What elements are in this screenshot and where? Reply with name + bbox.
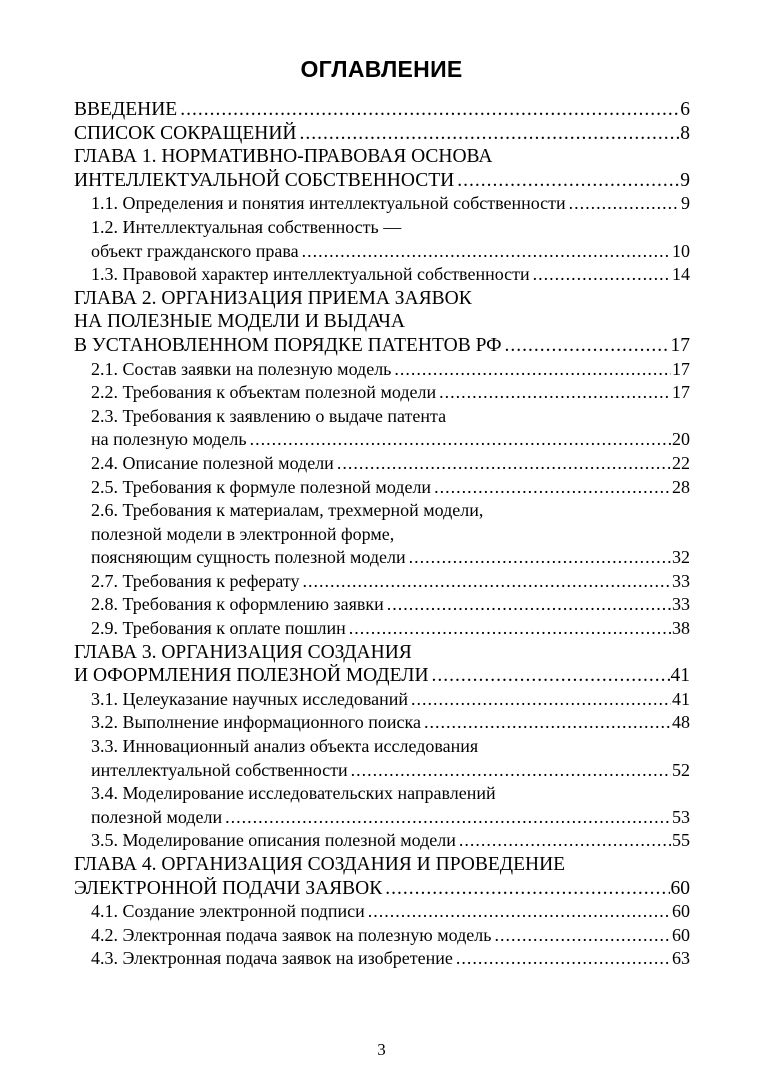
toc-entry-title: объект гражданского права: [91, 240, 299, 261]
toc-leader-dots: [180, 98, 679, 122]
toc-entry-title: полезной модели в электронной форме,: [91, 523, 395, 544]
toc-entry: [74, 98, 690, 122]
toc-entry: [74, 688, 690, 712]
toc-entry-title: 2.1. Состав заявки на полезную модель: [91, 358, 392, 379]
toc-entry-title: 2.8. Требования к оформлению заявки: [91, 594, 384, 615]
page-number: 3: [377, 1040, 386, 1059]
toc-entry-title: ВВЕДЕНИЕ: [74, 99, 178, 120]
toc-entry-title: 2.5. Требования к формуле полезной модели: [91, 476, 432, 497]
toc-entry-title: 3.5. Моделирование описания полезной модели: [91, 830, 456, 851]
toc-entry: [74, 192, 690, 216]
toc-leader-dots: [250, 428, 671, 452]
toc-entry-title: 2.9. Требования к оплате пошлин: [91, 618, 346, 639]
toc-leader-dots: [505, 334, 670, 358]
toc-entry: [74, 499, 690, 570]
toc-entry-title: НА ПОЛЕЗНЫЕ МОДЕЛИ И ВЫДАЧА: [74, 311, 405, 333]
toc-page-ref: 60: [672, 901, 690, 922]
toc-section-line: [74, 735, 690, 759]
toc-leader-dots: [225, 806, 671, 830]
toc-entry-title: 2.7. Требования к реферату: [91, 570, 300, 591]
toc-section-line: [74, 405, 690, 429]
toc-entry-title: 1.2. Интеллектуальная собственность —: [91, 216, 402, 237]
toc-section-line: [74, 499, 690, 523]
toc-entry: [74, 263, 690, 287]
toc-section-line: [74, 546, 690, 570]
toc-chapter-line: [74, 334, 690, 358]
toc-entry: [74, 711, 690, 735]
toc-page-ref: 55: [672, 830, 690, 851]
toc-page-ref: 38: [672, 618, 690, 639]
toc-leader-dots: [302, 240, 671, 264]
toc-leader-dots: [394, 358, 671, 382]
toc-entry-title: на полезную модель: [91, 429, 247, 450]
toc-section-line: [74, 240, 690, 264]
toc-entry: [74, 405, 690, 452]
toc-entry: [74, 381, 690, 405]
toc-page-ref: 17: [670, 334, 690, 356]
toc-section-line: [74, 924, 690, 948]
toc-entry-title: 2.2. Требования к объектам полезной модели: [91, 382, 437, 403]
toc-entry: [74, 570, 690, 594]
toc-page-ref: 60: [670, 877, 690, 899]
toc-leader-dots: [300, 122, 680, 146]
toc-entry-title: 4.2. Электронная подача заявок на полезную модель: [91, 924, 492, 945]
toc-page-ref: 22: [672, 452, 690, 473]
toc-entry: [74, 358, 690, 382]
toc-chapter-line: [74, 145, 690, 169]
toc-entry: [74, 476, 690, 500]
toc-entry-title: 4.3. Электронная подача заявок на изобретение: [91, 948, 453, 969]
toc-page-ref: 41: [672, 688, 690, 709]
toc-page-ref: 17: [672, 382, 690, 403]
toc-entry: [74, 287, 690, 358]
toc-entry-title: поясняющим сущность полезной модели: [91, 547, 406, 568]
toc-section-line: [74, 452, 690, 476]
toc-entry-title: 3.2. Выполнение информационного поиска: [91, 712, 421, 733]
toc-leader-dots: [569, 192, 680, 216]
toc-leader-dots: [457, 169, 679, 193]
toc-entry-title: 4.1. Создание электронной подписи: [91, 901, 365, 922]
toc-page-ref: 52: [672, 759, 690, 780]
toc-entry: [74, 122, 690, 146]
toc-section-line: [74, 358, 690, 382]
toc-entry: [74, 924, 690, 948]
page-title: ОГЛАВЛЕНИЕ: [300, 56, 463, 82]
toc-chapter-line: [74, 169, 690, 193]
toc-entry-title: ГЛАВА 2. ОРГАНИЗАЦИЯ ПРИЕМА ЗАЯВОК: [74, 287, 472, 309]
toc-entry: [74, 900, 690, 924]
toc-page-ref: 17: [672, 358, 690, 379]
toc-leader-dots: [385, 877, 669, 901]
toc-entry-title: 2.4. Описание полезной модели: [91, 452, 334, 473]
toc-page-ref: 6: [680, 99, 690, 120]
toc-page-ref: 33: [672, 594, 690, 615]
toc-entry-title: 3.1. Целеуказание научных исследований: [91, 688, 408, 709]
toc-leader-dots: [459, 829, 671, 853]
toc-leader-dots: [387, 593, 671, 617]
toc-section-line: [74, 523, 690, 547]
toc-entry: [74, 641, 690, 688]
toc-leader-dots: [432, 664, 670, 688]
toc-page-ref: 33: [672, 570, 690, 591]
toc-page-ref: 9: [680, 169, 690, 191]
toc-leader-dots: [439, 381, 671, 405]
toc-chapter-line: [74, 641, 690, 665]
toc-entry-title: ЭЛЕКТРОННОЙ ПОДАЧИ ЗАЯВОК: [74, 877, 383, 899]
toc-page-ref: 41: [670, 665, 690, 687]
toc-page-ref: 60: [672, 924, 690, 945]
toc-entry-title: 2.3. Требования к заявлению о выдаче патента: [91, 405, 447, 426]
toc-entry: [74, 829, 690, 853]
toc-page-ref: 48: [672, 712, 690, 733]
toc-entry-title: интеллектуальной собственности: [91, 759, 348, 780]
toc-page-ref: 8: [680, 122, 690, 144]
toc-entry-title: 1.3. Правовой характер интеллектуальной собственности: [91, 264, 530, 285]
toc-entry: [74, 216, 690, 263]
toc-chapter-line: [74, 853, 690, 877]
toc-section-line: [74, 570, 690, 594]
toc-page-ref: 32: [672, 547, 690, 568]
toc-section-line: [74, 428, 690, 452]
toc-page-ref: 63: [672, 948, 690, 969]
toc-section-line: [74, 759, 690, 783]
toc-section-line: [74, 806, 690, 830]
toc-leader-dots: [494, 924, 671, 948]
toc-leader-dots: [533, 263, 671, 287]
toc-entry-title: 3.3. Инновационный анализ объекта исследования: [91, 736, 479, 757]
toc-entry: [74, 947, 690, 971]
toc-chapter-line: [74, 664, 690, 688]
toc-section-line: [74, 900, 690, 924]
toc-leader-dots: [337, 452, 671, 476]
toc-section-line: [74, 711, 690, 735]
table-of-contents: [74, 98, 690, 971]
toc-section-line: [74, 476, 690, 500]
toc-chapter-line: [74, 287, 690, 311]
toc-page-ref: 20: [672, 429, 690, 450]
toc-chapter-line: [74, 877, 690, 901]
toc-leader-dots: [351, 759, 671, 783]
toc-page-ref: 10: [672, 240, 690, 261]
toc-page-ref: 9: [681, 193, 690, 214]
toc-entry-title: 1.1. Определения и понятия интеллектуальной собственности: [91, 193, 566, 214]
toc-entry: [74, 853, 690, 900]
toc-page-ref: 53: [672, 806, 690, 827]
toc-entry: [74, 617, 690, 641]
toc-entry-title: В УСТАНОВЛЕННОМ ПОРЯДКЕ ПАТЕНТОВ РФ: [74, 334, 502, 356]
toc-chapter-line: [74, 310, 690, 334]
toc-leader-dots: [424, 711, 671, 735]
toc-page-ref: 14: [672, 264, 690, 285]
toc-section-line: [74, 263, 690, 287]
toc-entry-title: ГЛАВА 1. НОРМАТИВНО-ПРАВОВАЯ ОСНОВА: [74, 146, 493, 168]
toc-section-line: [74, 829, 690, 853]
toc-leader-dots: [411, 688, 671, 712]
toc-section-line: [74, 593, 690, 617]
toc-section-line: [74, 617, 690, 641]
toc-leader-dots: [368, 900, 671, 924]
toc-leader-dots: [349, 617, 671, 641]
toc-entry-title: СПИСОК СОКРАЩЕНИЙ: [74, 122, 297, 144]
toc-entry: [74, 452, 690, 476]
toc-leader-dots: [409, 546, 671, 570]
toc-leader-dots: [303, 570, 671, 594]
toc-entry: [74, 593, 690, 617]
toc-entry-title: И ОФОРМЛЕНИЯ ПОЛЕЗНОЙ МОДЕЛИ: [74, 665, 429, 687]
toc-section-line: [74, 782, 690, 806]
toc-leader-dots: [456, 947, 671, 971]
toc-entry-title: ИНТЕЛЛЕКТУАЛЬНОЙ СОБСТВЕННОСТИ: [74, 169, 455, 191]
toc-entry: [74, 735, 690, 782]
toc-section-line: [74, 688, 690, 712]
toc-entry-title: ГЛАВА 4. ОРГАНИЗАЦИЯ СОЗДАНИЯ И ПРОВЕДЕНИЕ: [74, 854, 566, 875]
toc-section-line: [74, 216, 690, 240]
toc-entry: [74, 782, 690, 829]
toc-leader-dots: [434, 476, 671, 500]
toc-entry-title: полезной модели: [91, 806, 223, 827]
toc-entry: [74, 145, 690, 192]
toc-entry-title: 2.6. Требования к материалам, трехмерной модели,: [91, 500, 484, 521]
toc-section-line: [74, 381, 690, 405]
toc-entry-title: ГЛАВА 3. ОРГАНИЗАЦИЯ СОЗДАНИЯ: [74, 641, 412, 663]
toc-section-line: [74, 192, 690, 216]
toc-chapter-line: [74, 122, 690, 146]
toc-section-line: [74, 947, 690, 971]
toc-chapter-line: [74, 98, 690, 122]
toc-page-ref: 28: [672, 476, 690, 497]
toc-entry-title: 3.4. Моделирование исследовательских направлений: [91, 783, 496, 804]
